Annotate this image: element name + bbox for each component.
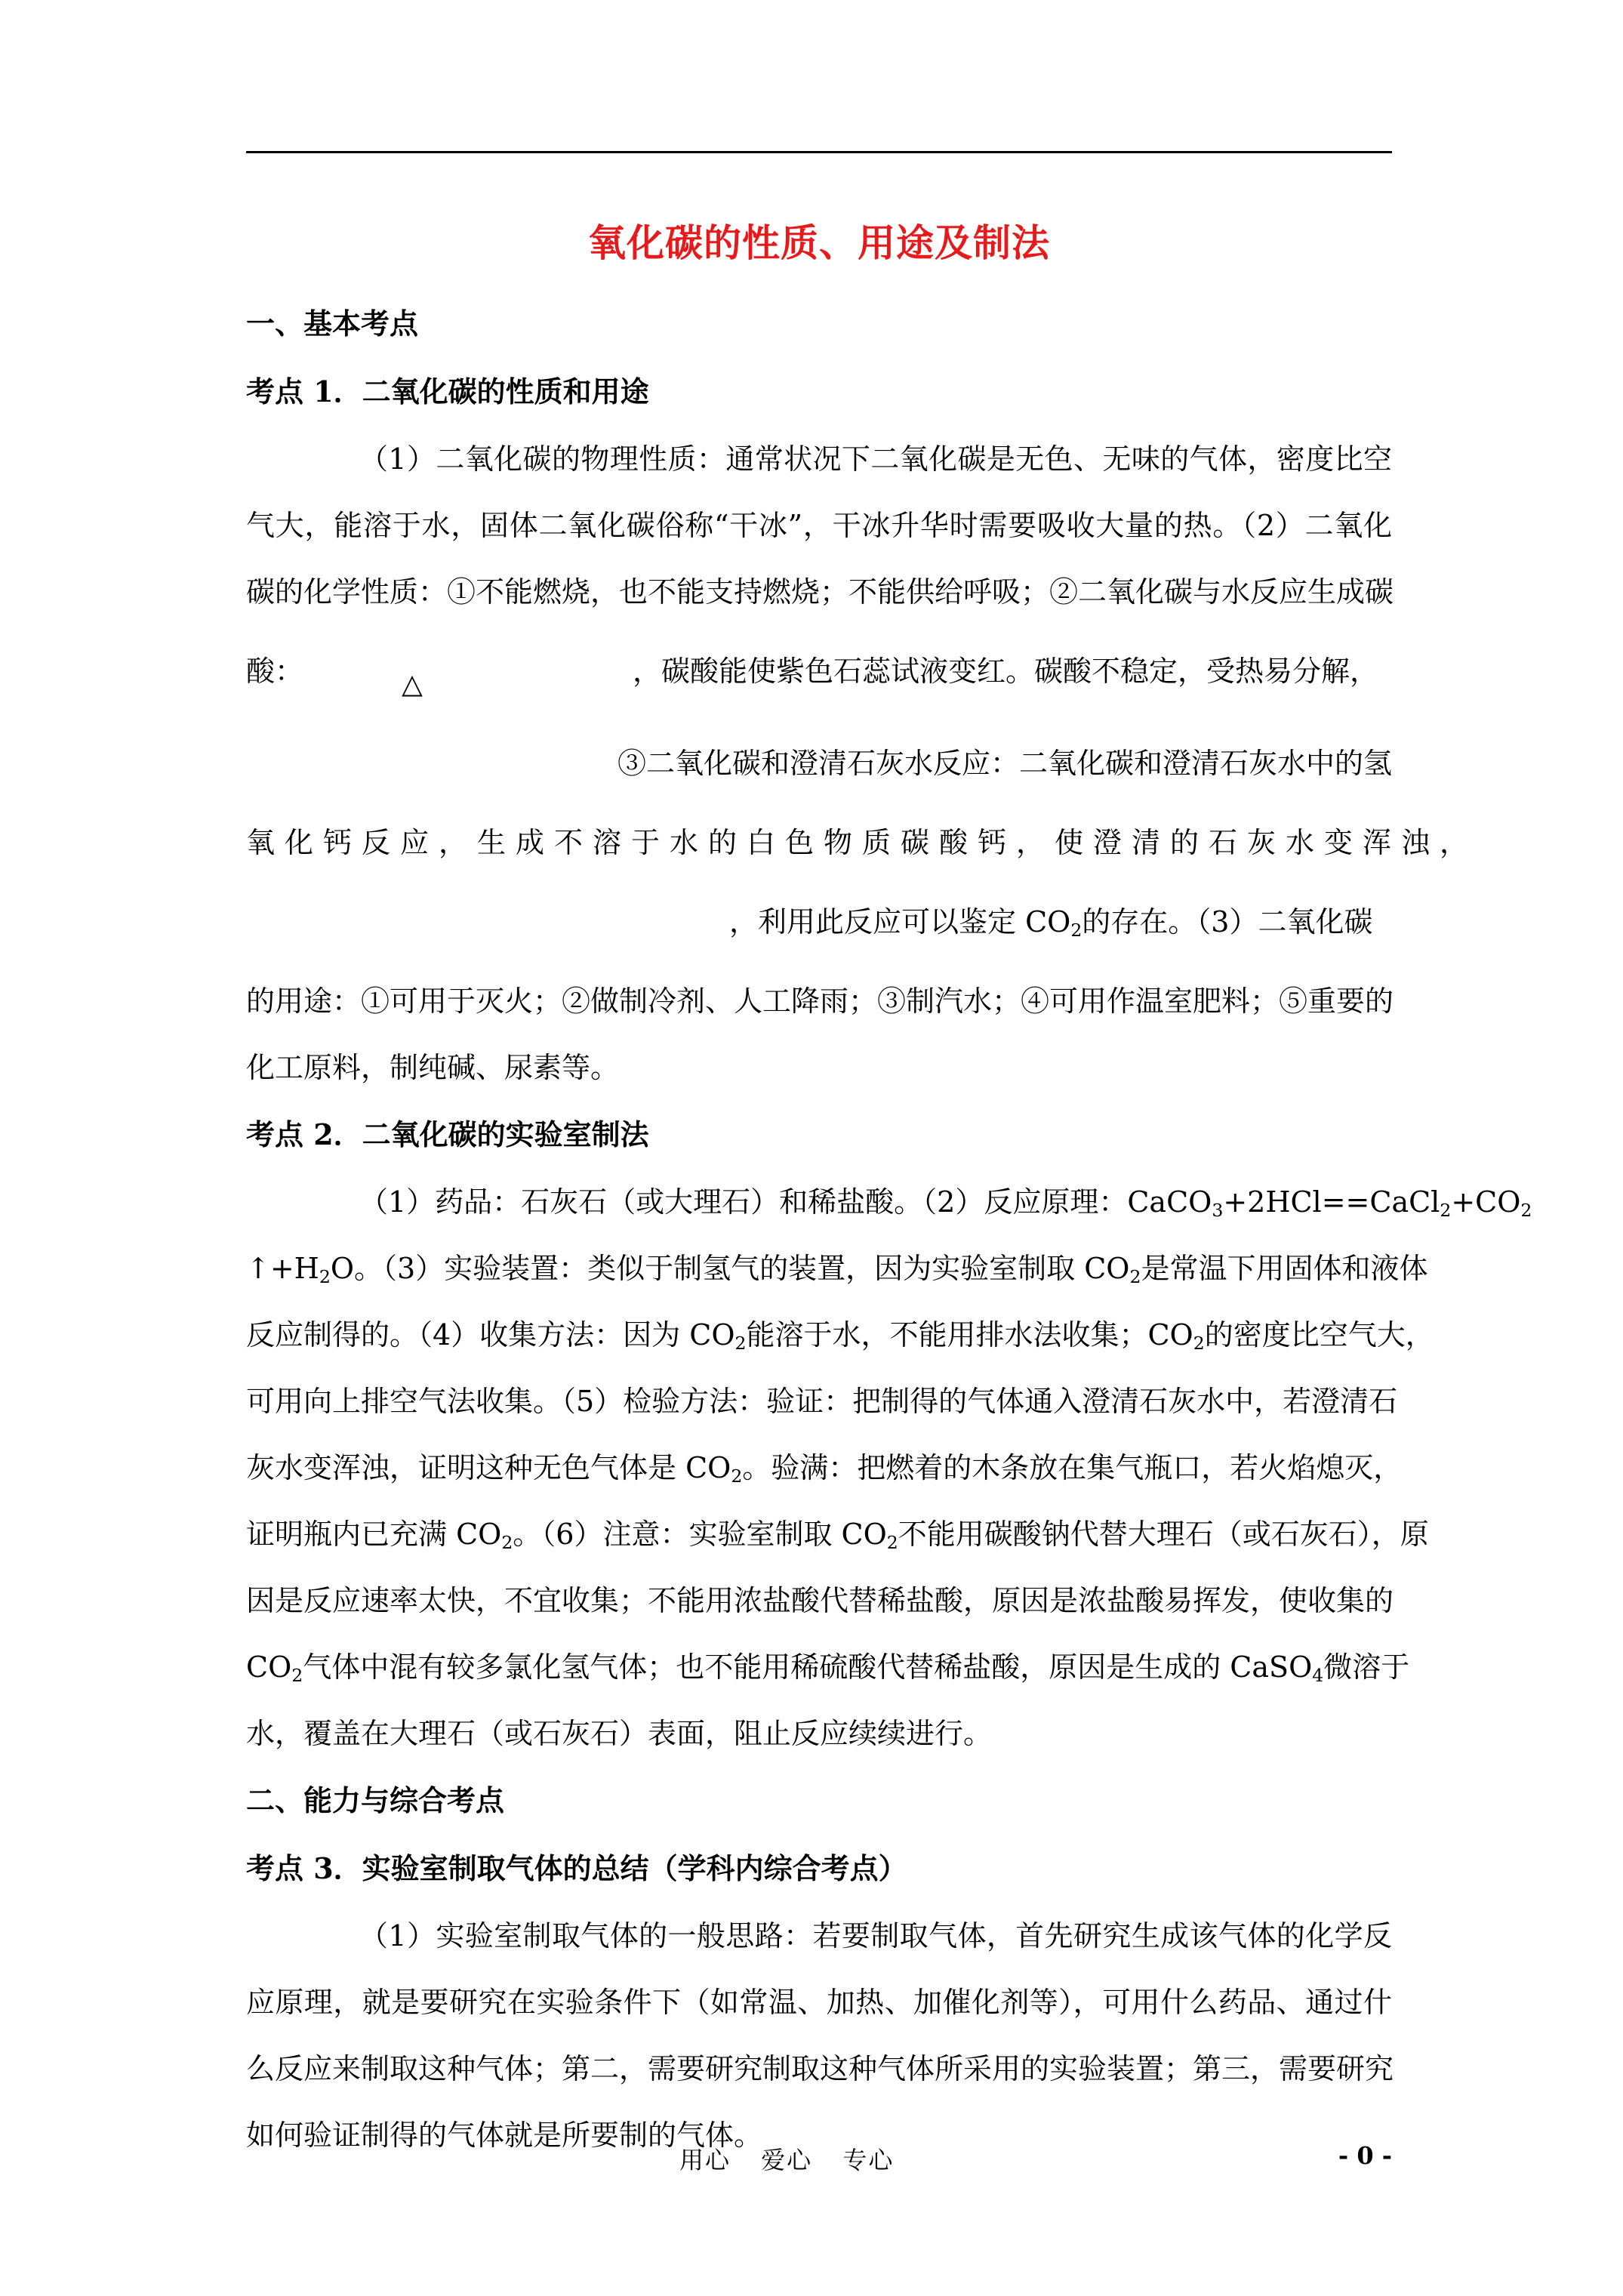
kp2-line-2-a: ↑+H [246, 1252, 319, 1285]
kp2-line-3-b: 能溶于水，不能用排水法收集；CO [746, 1318, 1193, 1351]
kp3-line-2: 应原理，就是要研究在实验条件下（如常温、加热、加催化剂等），可用什么药品、通过什 [246, 1986, 1392, 2019]
kp2-line-3 [246, 1302, 1434, 1368]
kaodian-1-heading: 考点 1．二氧化碳的性质和用途 [246, 374, 649, 408]
subscript: 2 [1440, 1199, 1452, 1221]
kaodian-2-heading: 考点 2．二氧化碳的实验室制法 [246, 1117, 649, 1151]
kp2-line-5-a: 灰水变浑浊，证明这种无色气体是 CO [246, 1451, 731, 1484]
subscript: 2 [731, 1465, 743, 1487]
subscript: 2 [1070, 919, 1083, 941]
kp1-line-5: ③二氧化碳和澄清石灰水反应：二氧化碳和澄清石灰水中的氢 [617, 747, 1392, 780]
kp1-line-8: 的用途：①可用于灭火；②做制冷剂、人工降雨；③制汽水；④可用作温室肥料；⑤重要的 [246, 985, 1394, 1018]
kp1-line-4-start: 酸： [246, 655, 304, 688]
header-rule [246, 151, 1392, 153]
kp2-line-1-a: （1）药品：石灰石（或大理石）和稀盐酸。（2）反应原理：CaCO [359, 1185, 1212, 1219]
kp1-line-7 [246, 876, 1392, 968]
kp2-line-6 [246, 1501, 1429, 1567]
kaodian-3-heading: 考点 3．实验室制取气体的总结（学科内综合考点） [246, 1851, 907, 1885]
heat-triangle-icon: △ [402, 669, 423, 700]
document-body [246, 290, 1532, 2168]
kp2-line-8-b: 气体中混有较多氯化氢气体；也不能用稀硫酸代替稀盐酸，原因是生成的 CaSO [303, 1650, 1313, 1684]
kp2-line-7: 因是反应速率太快，不宜收集；不能用浓盐酸代替稀盐酸，原因是浓盐酸易挥发，使收集的 [246, 1584, 1394, 1617]
kp2-line-2-b: O。（3）实验装置：类似于制氢气的装置，因为实验室制取 CO [330, 1252, 1130, 1285]
kp1-line-6: 氧化钙反应，生成不溶于水的白色物质碳酸钙，使澄清的石灰水变浑浊， [246, 826, 1479, 859]
kp2-line-3-a: 反应制得的。（4）收集方法：因为 CO [246, 1318, 735, 1351]
subscript: 2 [1520, 1199, 1532, 1221]
kp2-line-6-b: 。（6）注意：实验室制取 CO [513, 1518, 887, 1551]
kp3-line-3: 么反应来制取这种气体；第二，需要研究制取这种气体所采用的实验装置；第三，需要研究 [246, 2052, 1394, 2085]
subscript: 2 [501, 1531, 513, 1553]
page-title: 氧化碳的性质、用途及制法 [588, 220, 1050, 265]
kp1-line-3: 碳的化学性质：①不能燃烧，也不能支持燃烧；不能供给呼吸；②二氧化碳与水反应生成碳 [246, 575, 1394, 609]
kp1-line-7-b: 的存在。（3）二氧化碳 [1082, 905, 1373, 938]
kp2-line-2-c: 是常温下用固体和液体 [1141, 1252, 1428, 1285]
kp1-line-4 [246, 625, 1392, 717]
kp2-line-6-a: 证明瓶内已充满 CO [246, 1518, 502, 1551]
kp1-line-2: 气大，能溶于水，固体二氧化碳俗称“干冰”，干冰升华时需要吸收大量的热。（2）二氧化 [246, 509, 1392, 542]
section-heading-basic: 一、基本考点 [246, 307, 419, 341]
kp1-line-7-a: ，利用此反应可以鉴定 CO [729, 905, 1071, 938]
subscript: 4 [1312, 1664, 1324, 1686]
kp1-line-9: 化工原料，制纯碱、尿素等。 [246, 1051, 620, 1084]
kp2-line-1-b: +2HCl==CaCl [1223, 1185, 1440, 1219]
kp2-line-4: 可用向上排空气法收集。（5）检验方法：验证：把制得的气体通入澄清石灰水中，若澄清石 [246, 1385, 1398, 1418]
kp2-line-8-c: 微溶于 [1323, 1650, 1410, 1684]
kp1-line-1: （1）二氧化碳的物理性质：通常状况下二氧化碳是无色、无味的气体，密度比空 [359, 442, 1392, 476]
subscript: 2 [886, 1531, 898, 1553]
kp2-line-8-a: CO [246, 1650, 292, 1684]
footer-motto: 用心 爱心 专心 [679, 2146, 895, 2174]
kp3-line-1: （1）实验室制取气体的一般思路：若要制取气体，首先研究生成该气体的化学反 [359, 1919, 1392, 1952]
subscript: 3 [1212, 1199, 1224, 1221]
kp2-line-5 [246, 1435, 1403, 1501]
kp2-line-8 [246, 1634, 1410, 1700]
page-number: - 0 - [1338, 2141, 1392, 2170]
kp2-line-1 [246, 1169, 1532, 1235]
kp1-line-4-end: ，碳酸能使紫色石蕊试液变红。碳酸不稳定，受热易分解， [633, 655, 1379, 688]
section-heading-ability: 二、能力与综合考点 [246, 1783, 505, 1817]
subscript: 2 [291, 1664, 303, 1686]
subscript: 2 [1129, 1265, 1141, 1287]
kp2-line-1-c: +CO [1451, 1185, 1521, 1219]
kp2-line-5-b: 。验满：把燃着的木条放在集气瓶口，若火焰熄灭， [742, 1451, 1403, 1484]
kp2-line-6-c: 不能用碳酸钠代替大理石（或石灰石），原 [898, 1518, 1429, 1551]
kp2-line-3-c: 的密度比空气大， [1204, 1318, 1434, 1351]
kp2-line-2 [246, 1235, 1428, 1302]
kp2-line-9: 水，覆盖在大理石（或石灰石）表面，阻止反应续续进行。 [246, 1717, 993, 1750]
subscript: 2 [735, 1332, 747, 1354]
subscript: 2 [319, 1265, 331, 1287]
subscript: 2 [1193, 1332, 1205, 1354]
kp3-line-4: 如何验证制得的气体就是所要制的气体。 [246, 2119, 763, 2152]
